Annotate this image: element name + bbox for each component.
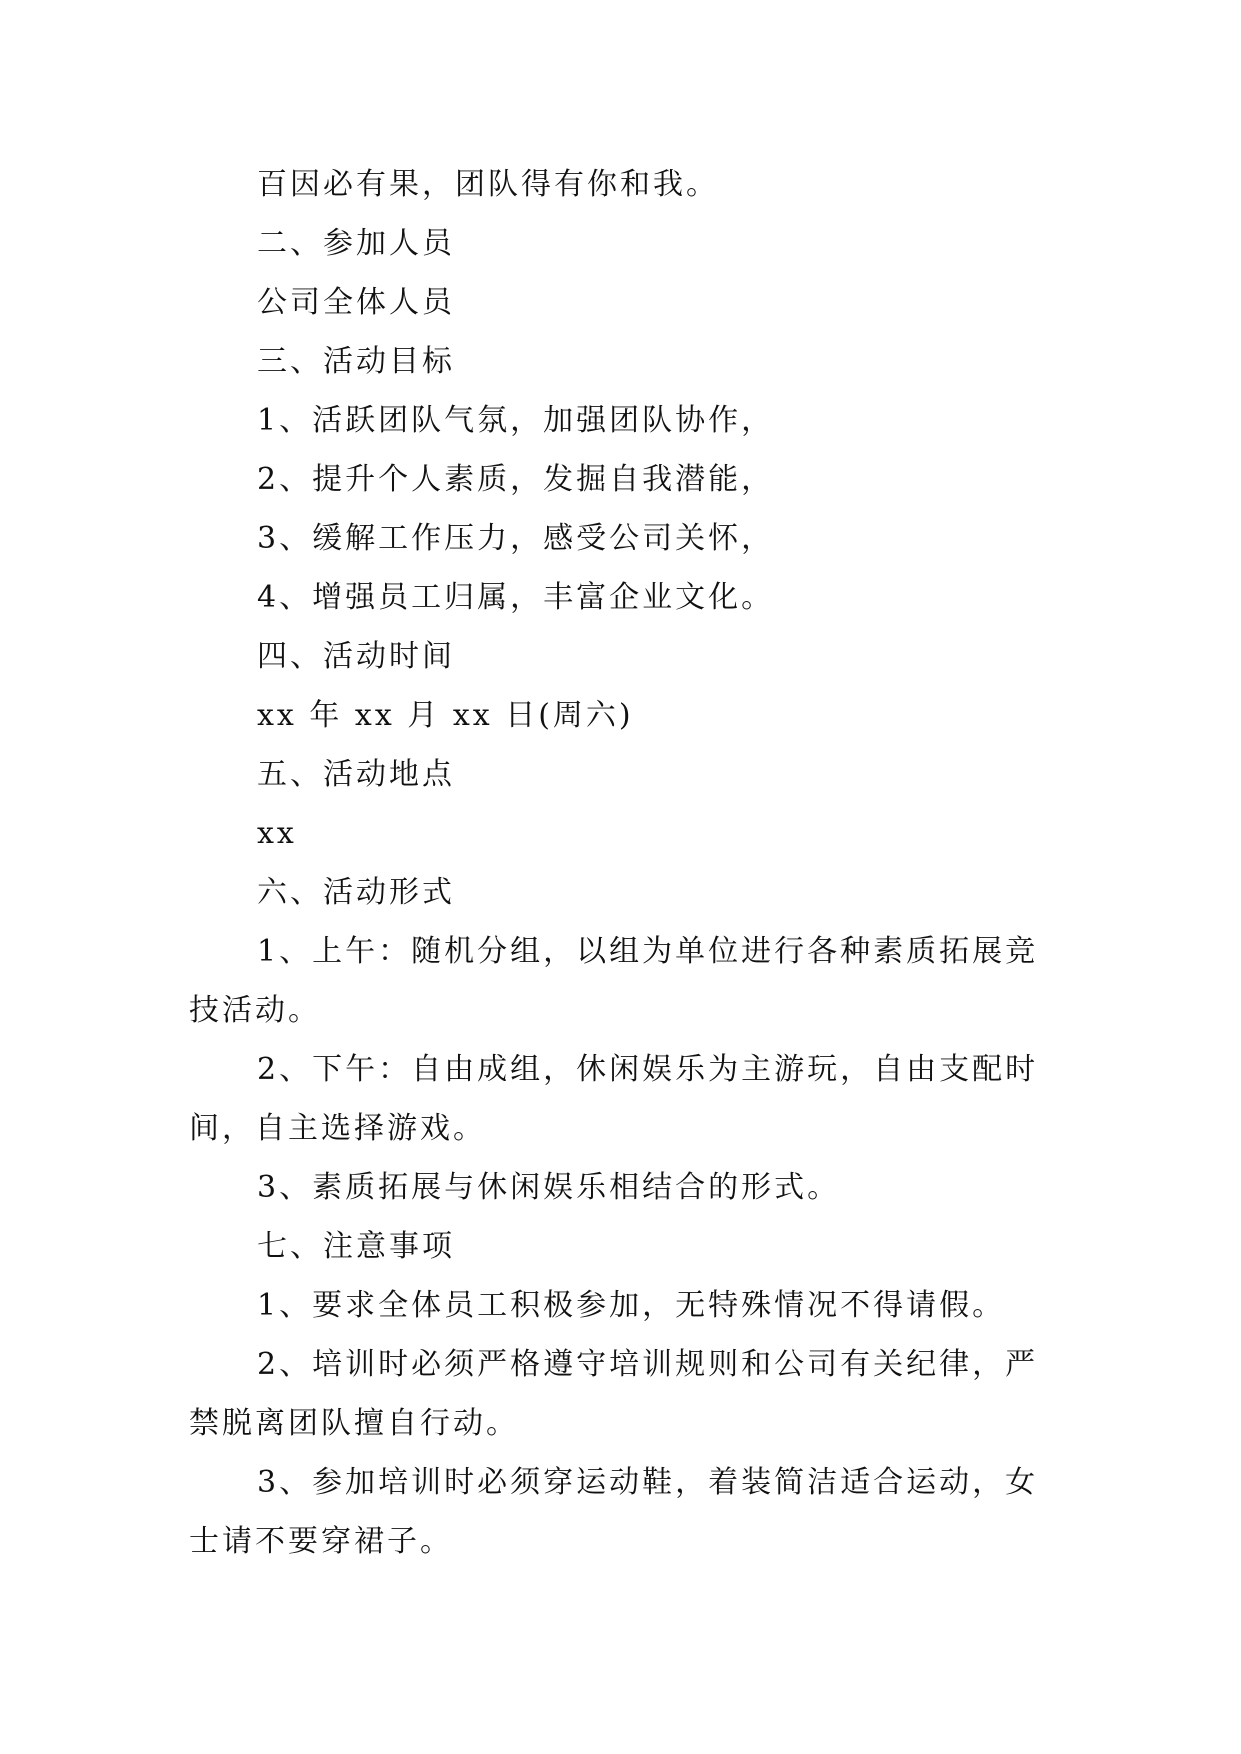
text-line: 百因必有果，团队得有你和我。	[257, 167, 719, 202]
list-item-continuation: 禁脱离团队擅自行动。	[189, 1406, 519, 1441]
section-heading: 七、注意事项	[257, 1229, 455, 1264]
list-item-continuation: 间，自主选择游戏。	[189, 1111, 486, 1146]
list-item: 3、参加培训时必须穿运动鞋，着装简洁适合运动，女	[257, 1465, 1039, 1500]
list-item-continuation: 士请不要穿裙子。	[189, 1524, 453, 1559]
list-item: 2、下午：自由成组，休闲娱乐为主游玩，自由支配时	[257, 1052, 1039, 1087]
section-heading: 三、活动目标	[257, 344, 455, 379]
list-item: 1、要求全体员工积极参加，无特殊情况不得请假。	[257, 1288, 1006, 1323]
list-item-continuation: 技活动。	[189, 993, 321, 1028]
document-body	[189, 155, 1057, 1571]
section-heading: 二、参加人员	[257, 226, 455, 261]
text-line: xx	[257, 816, 297, 851]
section-heading: 六、活动形式	[257, 875, 455, 910]
section-heading: 四、活动时间	[257, 639, 455, 674]
section-heading: 五、活动地点	[257, 757, 455, 792]
list-item: 3、素质拓展与休闲娱乐相结合的形式。	[257, 1170, 841, 1205]
list-item: 1、活跃团队气氛，加强团队协作，	[257, 403, 775, 438]
list-item: 1、上午：随机分组，以组为单位进行各种素质拓展竞	[257, 934, 1039, 969]
text-line: 公司全体人员	[257, 285, 455, 320]
list-item: 2、提升个人素质，发掘自我潜能，	[257, 462, 775, 497]
list-item: 2、培训时必须严格遵守培训规则和公司有关纪律，严	[257, 1347, 1039, 1382]
text-line: xx 年 xx 月 xx 日(周六)	[257, 698, 634, 733]
list-item: 3、缓解工作压力，感受公司关怀，	[257, 521, 775, 556]
list-item: 4、增强员工归属，丰富企业文化。	[257, 580, 775, 615]
